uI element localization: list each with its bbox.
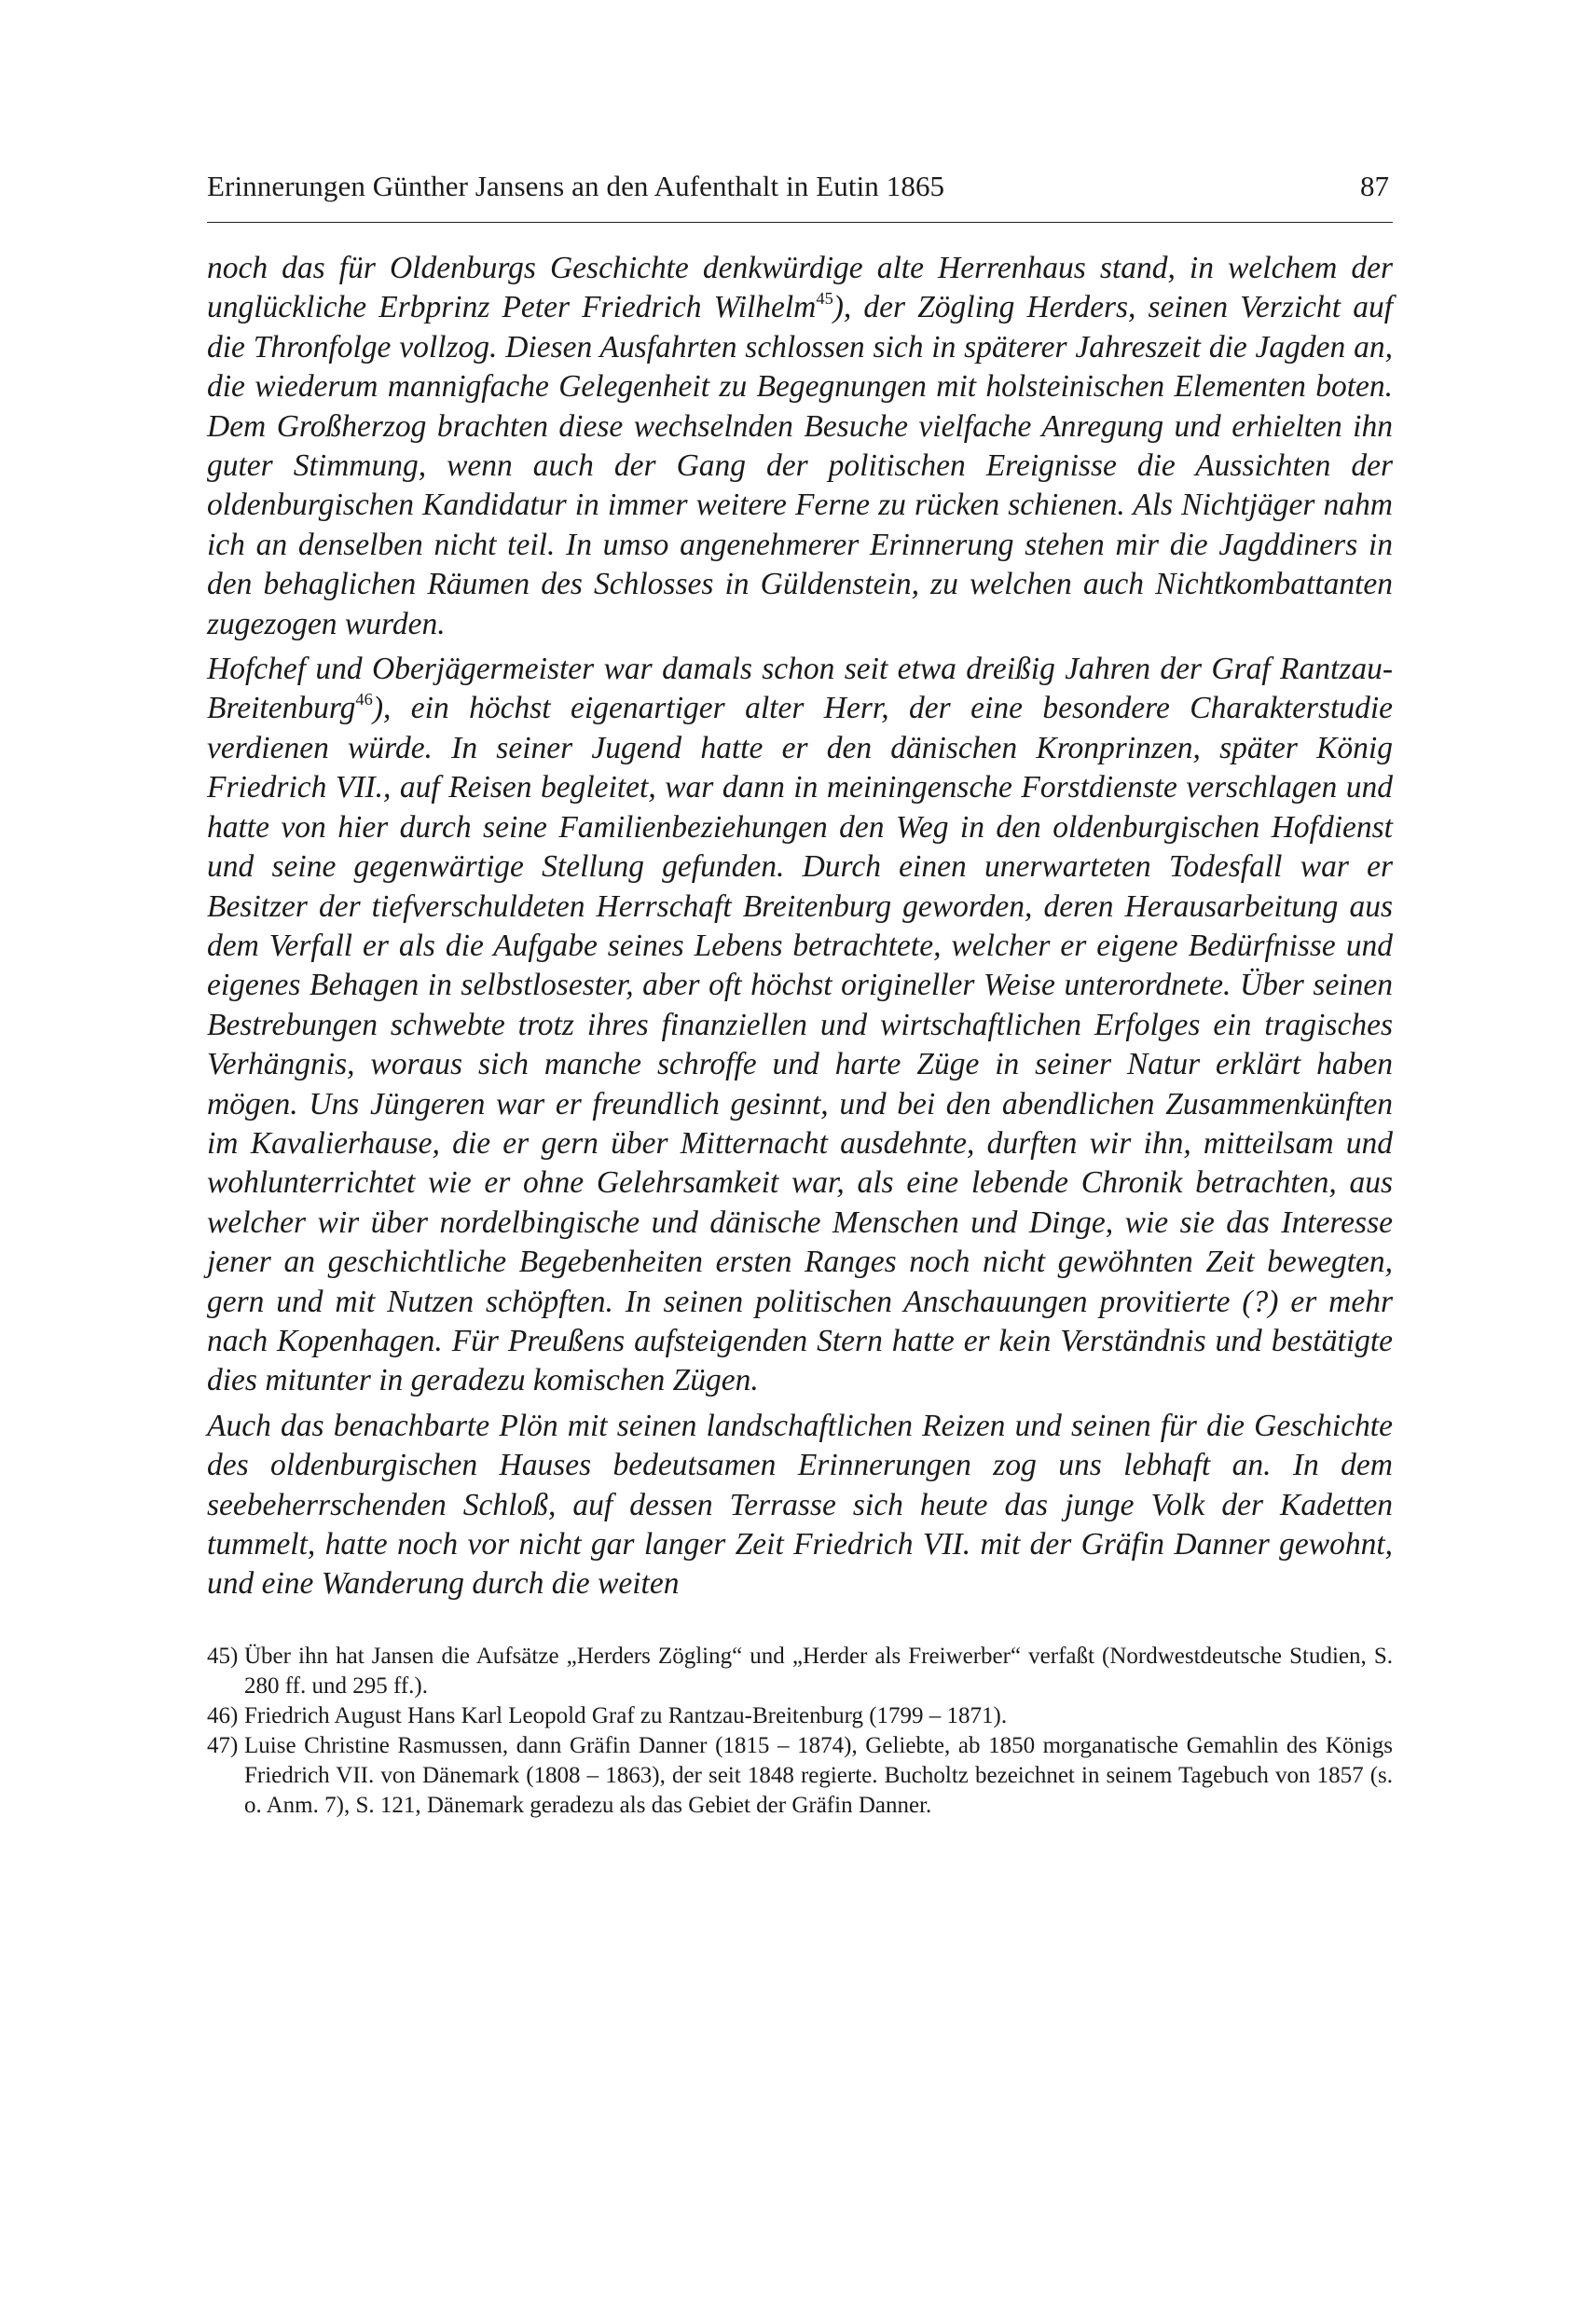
footnote-45: [207, 1642, 1393, 1701]
paragraph-3: Auch das benachbarte Plön mit seinen landschaftlichen Reizen und seinen für die Geschichte des oldenburgischen Hauses bedeutsamen Erinnerungen zog uns lebhaft an. In dem seebeherrschenden Schloß, auf dessen Terrasse sich heute das junge Volk der Kadetten tummelt, hatte noch vor nicht gar langer Zeit Friedrich VII. mit der Gräfin Danner gewohnt, und eine Wanderung durch die weiten: [207, 1408, 1393, 1602]
book-page: [207, 168, 1393, 1821]
running-header: [207, 168, 1393, 223]
footnotes: [207, 1642, 1393, 1821]
paragraph-2: [207, 650, 1393, 1401]
paragraph-1-text-a: noch das für Oldenburgs Geschichte denkwürdige alte Herrenhaus stand, in welchem der unglückliche Erbprinz Peter Friedrich Wilhelm: [207, 251, 1393, 325]
paragraph-2-text-a: Hofchef und Oberjägermeister war damals schon seit etwa dreißig Jahren der Graf Rantzau-Breitenburg: [207, 652, 1393, 726]
footnote-text: Über ihn hat Jansen die Aufsätze „Herders Zögling“ und „Herder als Freiwerber“ verfaßt (Nordwestdeutsche Studien, S. 280 ff. und 295 ff.).: [244, 1643, 1393, 1699]
footnote-text: Friedrich August Hans Karl Leopold Graf zu Rantzau-Breitenburg (1799 – 1871).: [244, 1702, 1008, 1728]
footnote-46: [207, 1701, 1393, 1731]
paragraph-2-text-b: ), ein höchst eigenartiger alter Herr, der eine besondere Charakterstudie verdienen würde. In seiner Jugend hatte er den dänischen Kronprinzen, später König Friedrich VII., auf Reisen begleitet, war dann in meiningensche Forstdienste verschlagen und hatte von hier durch seine Familienbeziehungen den Weg in den oldenburgischen Hofdienst und seine gegenwärtige Stellung gefunden. Durch einen unerwarteten Todesfall war er Besitzer der tiefverschuldeten Herrschaft Breitenburg geworden, deren Herausarbeitung aus dem Verfall er als die Aufgabe seines Lebens betrachtete, welcher er eigene Bedürfnisse und eigenes Behagen in selbstlosester, aber oft höchst origineller Weise unterordnete. Über seinen Bestrebungen schwebte trotz ihres finanziellen und wirtschaftlichen Erfolges ein tragisches Verhängnis, woraus sich manche schroffe und harte Züge in seiner Natur erklärt haben mögen. Uns Jüngeren war er freundlich gesinnt, und bei den abendlichen Zusammenkünften im Kavalierhause, die er gern über Mitternacht ausdehnte, durften wir ihn, mitteilsam und wohlunterrichtet wie er ohne Gelehrsamkeit war, als eine lebende Chronik betrachten, aus welcher wir über nordelbingische und dänische Menschen und Dinge, wie sie das Interesse jener an geschichtliche Begebenheiten ersten Ranges noch nicht gewöhnten Zeit bewegten, gern und mit Nutzen schöpften. In seinen politischen Anschauungen provitierte (?) er mehr nach Kopenhagen. Für Preußens aufsteigenden Stern hatte er kein Verständnis und bestätigte dies mitunter in geradezu komischen Zügen.: [207, 691, 1393, 1398]
main-text: [207, 249, 1393, 1604]
footnote-mark: 46): [207, 1702, 239, 1728]
footnote-ref-45: 45: [816, 289, 833, 309]
footnote-ref-46: 46: [355, 690, 373, 709]
footnote-mark: 47): [207, 1732, 239, 1758]
footnote-text: Luise Christine Rasmussen, dann Gräfin Danner (1815 – 1874), Geliebte, ab 1850 morganatische Gemahlin des Königs Friedrich VII. von Dänemark (1808 – 1863), der seit 1848 regierte. Bucholtz bezeichnet in seinem Tagebuch von 1857 (s. o. Anm. 7), S. 121, Dänemark geradezu als das Gebiet der Gräfin Danner.: [244, 1732, 1393, 1818]
footnote-47: [207, 1731, 1393, 1821]
running-title: Erinnerungen Günther Jansens an den Aufenthalt in Eutin 1865: [207, 170, 945, 202]
paragraph-1-text-b: ), der Zögling Herders, seinen Verzicht auf die Thronfolge vollzog. Diesen Ausfahrten schlossen sich in späterer Jahreszeit die Jagden an, die wiederum mannigfache Gelegenheit zu Begegnungen mit holsteinischen Elementen boten. Dem Großherzog brachten diese wechselnden Besuche vielfache Anregung und erhielten ihn guter Stimmung, wenn auch der Gang der politischen Ereignisse die Aussichten der oldenburgischen Kandidatur in immer weitere Ferne zu rücken schienen. Als Nichtjäger nahm ich an denselben nicht teil. In umso angenehmerer Erinnerung stehen mir die Jagddiners in den behaglichen Räumen des Schlosses in Güldenstein, zu welchen auch Nichtkombattanten zugezogen wurden.: [207, 290, 1393, 641]
footnote-mark: 45): [207, 1643, 239, 1669]
paragraph-1: [207, 249, 1393, 644]
page-number: 87: [1360, 170, 1389, 202]
